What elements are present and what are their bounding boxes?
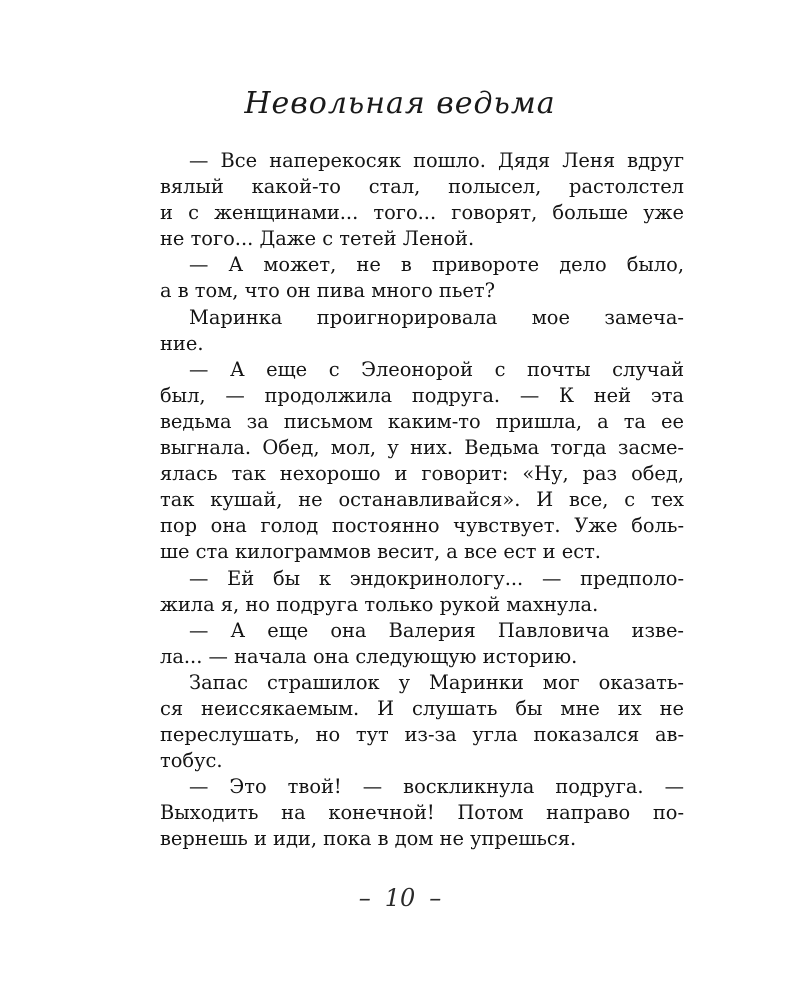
body-text [160,148,684,853]
text-line: переслушать, но тут из-за угла показался ав- [160,723,684,747]
text-line: так кушай, не останавливайся». И все, с тех [160,488,684,512]
text-line: Маринка проигнорировала мое замеча- [189,305,684,329]
text-line: — А еще с Элеонорой с почты случай [189,357,684,381]
text-line: — Это твой! — воскликнула подруга. — [189,775,684,799]
text-line: и с женщинами... того... говорят, больше уже [160,201,684,225]
running-head: Невольная ведьма [244,86,556,121]
text-line: ла... — начала она следующую историю. [160,644,578,668]
folio-dash-left: – [358,884,371,912]
text-line: ние. [160,331,204,355]
text-line: ведьма за письмом каким-то пришла, а та ее [160,409,684,433]
text-line: — Ей бы к эндокринологу... — предполо- [189,566,684,590]
text-line: ялась так нехорошо и говорит: «Ну, раз обед, [160,462,684,486]
text-line: тобус. [160,749,223,773]
text-line: — А может, не в привороте дело было, [189,253,684,277]
text-line: жила я, но подруга только рукой махнула. [160,592,599,616]
text-line: а в том, что он пива много пьет? [160,279,496,303]
text-line: пор она голод постоянно чувствует. Уже боль- [160,514,684,538]
text-line: — А еще она Валерия Павловича изве- [189,618,684,642]
page-number [0,884,800,912]
text-line: ся неиссякаемым. И слушать бы мне их не [160,696,684,720]
text-line: Запас страшилок у Маринки мог оказать- [189,670,684,694]
text-line: Выходить на конечной! Потом направо по- [160,801,684,825]
text-line: не того... Даже с тетей Леной. [160,227,475,251]
text-line: ше ста килограммов весит, а все ест и ест. [160,540,601,564]
text-line: вернешь и иди, пока в дом не упрешься. [160,827,577,851]
page-number-value: 10 [384,884,416,912]
folio-dash-right: – [429,884,442,912]
text-line: выгнала. Обед, мол, у них. Ведьма тогда засме- [160,436,684,460]
text-line: вялый какой-то стал, полысел, растолстел [160,175,684,199]
text-line: — Все наперекосяк пошло. Дядя Леня вдруг [189,149,684,172]
text-line: был, — продолжила подруга. — К ней эта [160,383,684,407]
